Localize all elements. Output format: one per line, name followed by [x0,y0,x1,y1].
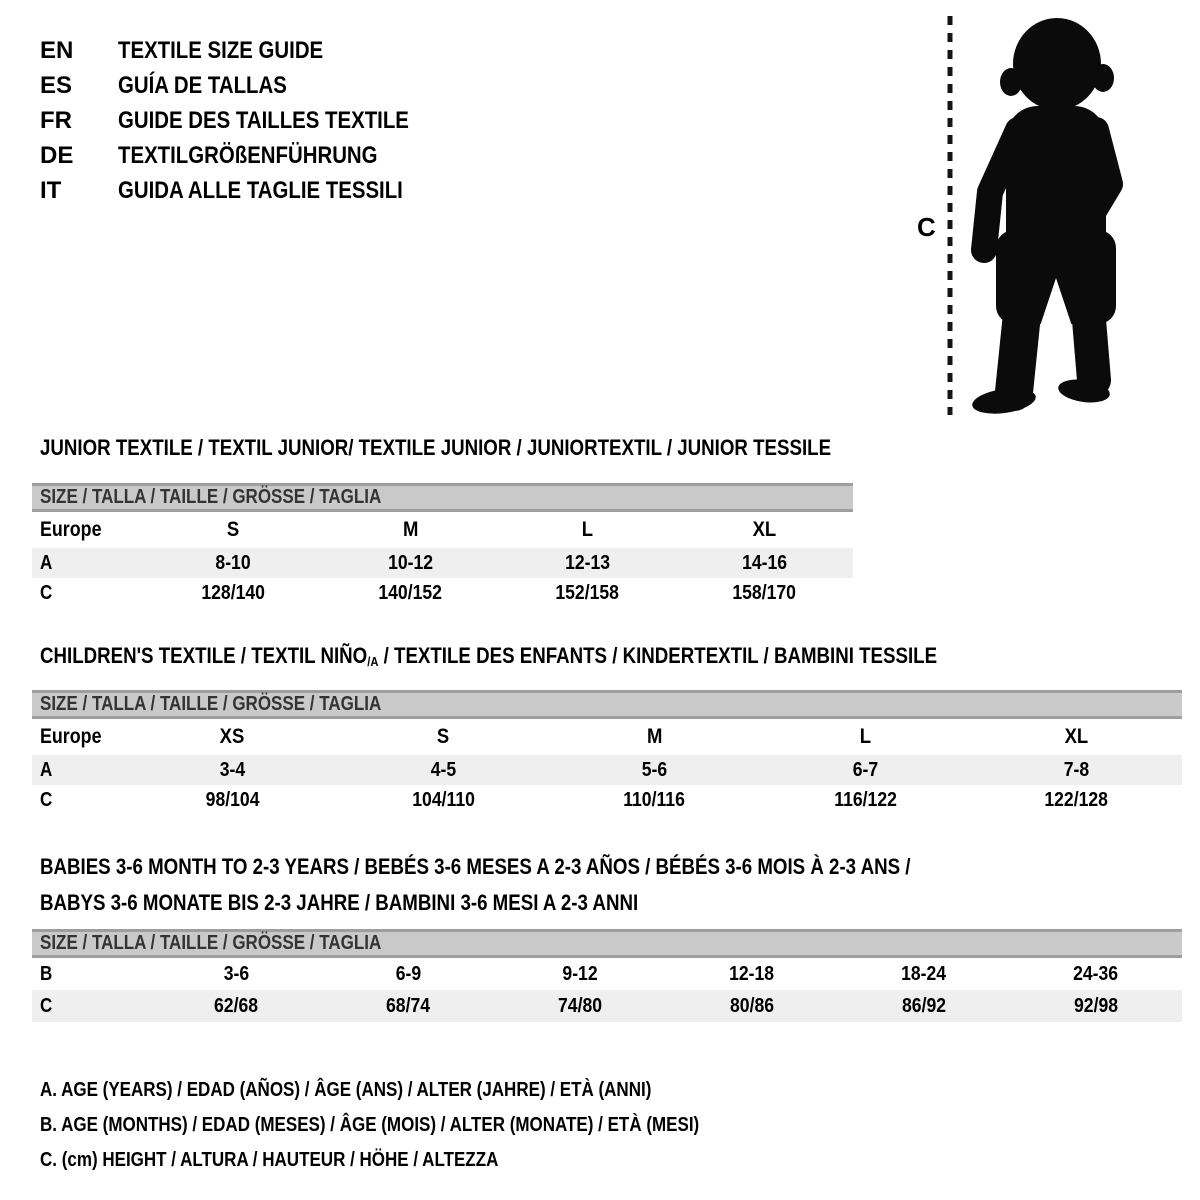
table-cell: 4-5 [430,759,457,781]
legend-line-b: B. AGE (MONTHS) / EDAD (MESES) / ÂGE (MOIS) / ALTER (MONATE) / ETÀ (MESI) [40,1114,700,1136]
lang-code: ES [40,72,73,99]
table-cell: 92/98 [1073,995,1119,1017]
height-figure [900,12,1140,422]
babies-title-line1: BABIES 3-6 MONTH TO 2-3 YEARS / BEBÉS 3-6 MESES A 2-3 AÑOS / BÉBÉS 3-6 MOIS À 2-3 ANS / [40,854,911,879]
lang-row-fr [40,103,460,138]
header-cell: M [402,518,419,541]
lang-title: GUIDE DES TAILLES TEXTILE [118,107,409,134]
table-row-months [32,958,1182,990]
lang-code: FR [40,107,72,134]
table-row-height [32,578,853,608]
table-cell: 12-18 [729,963,775,985]
table-header-row [32,512,853,548]
measure-legend [40,1073,816,1178]
table-row-age [32,755,1182,785]
lang-row-it [40,173,460,208]
row-label-cell: A [40,552,53,574]
size-band: SIZE / TALLA / TAILLE / GRÖSSE / TAGLIA [32,483,853,512]
header-cell: L [581,518,594,541]
table-cell: 14-16 [741,552,788,574]
lang-title: TEXTILE SIZE GUIDE [118,37,324,64]
header-cell: Europe [40,518,102,541]
row-label-cell: B [40,963,53,985]
children-section-title: CHILDREN'S TEXTILE / TEXTIL NIÑO/A / TEXTILE DES ENFANTS / KINDERTEXTIL / BAMBINI TESSILE [40,643,938,669]
table-cell: 6-7 [852,759,879,781]
babies-section-title [40,849,1064,921]
legend-line-c: C. (cm) HEIGHT / ALTURA / HAUTEUR / HÖHE / ALTEZZA [40,1149,499,1171]
language-header [40,33,460,208]
table-cell: 9-12 [562,963,598,985]
table-cell: 3-6 [223,963,249,985]
row-label-cell: C [40,789,53,811]
lang-row-es [40,68,460,103]
lang-row-en [40,33,460,68]
table-cell: 24-36 [1073,963,1119,985]
table-cell: 110/116 [623,789,686,811]
lang-code: EN [40,37,74,64]
lang-title: GUÍA DE TALLAS [118,72,287,99]
table-cell: 122/128 [1044,789,1109,811]
row-label-cell: C [40,582,53,604]
table-cell: 128/140 [201,582,266,604]
babies-title-line2: BABYS 3-6 MONATE BIS 2-3 JAHRE / BAMBINI 3-6 MESI A 2-3 ANNI [40,890,639,915]
children-size-table [32,690,1182,815]
table-cell: 7-8 [1063,759,1090,781]
table-cell: 98/104 [205,789,260,811]
table-cell: 86/92 [901,995,947,1017]
table-cell: 6-9 [395,963,421,985]
table-cell: 68/74 [385,995,431,1017]
header-cell: L [859,725,872,748]
header-cell: S [437,725,450,748]
header-cell: S [227,518,240,541]
table-cell: 140/152 [378,582,443,604]
table-cell: 10-12 [387,552,434,574]
lang-title: TEXTILGRÖßENFÜHRUNG [118,142,378,169]
table-cell: 158/170 [732,582,797,604]
lang-code: DE [40,142,74,169]
junior-size-table [32,483,853,608]
babies-size-table [32,929,1182,1022]
baby-silhouette-icon [971,18,1116,417]
table-cell: 5-6 [641,759,668,781]
table-cell: 152/158 [555,582,620,604]
table-cell: 80/86 [729,995,775,1017]
lang-title: GUIDA ALLE TAGLIE TESSILI [118,177,403,204]
table-cell: 116/122 [834,789,897,811]
header-cell: XL [1064,725,1089,748]
legend-line-a: A. AGE (YEARS) / EDAD (AÑOS) / ÂGE (ANS) / ALTER (JAHRE) / ETÀ (ANNI) [40,1079,652,1101]
lang-row-de [40,138,460,173]
table-row-height [32,785,1182,815]
header-cell: XS [220,725,245,748]
row-label-cell: A [40,759,53,781]
table-cell: 12-13 [564,552,611,574]
table-cell: 18-24 [901,963,947,985]
junior-section-title: JUNIOR TEXTILE / TEXTIL JUNIOR/ TEXTILE JUNIOR / JUNIORTEXTIL / JUNIOR TESSILE [40,435,832,460]
header-cell: Europe [40,725,102,748]
height-measure-label: C [917,212,936,242]
row-label-cell: C [40,995,53,1017]
table-header-row [32,719,1182,755]
table-cell: 3-4 [219,759,246,781]
table-cell: 104/110 [412,789,475,811]
size-band: SIZE / TALLA / TAILLE / GRÖSSE / TAGLIA [32,929,1182,958]
table-cell: 62/68 [213,995,259,1017]
header-cell: XL [752,518,777,541]
table-cell: 74/80 [557,995,603,1017]
lang-code: IT [40,177,62,204]
table-row-age [32,548,853,578]
table-cell: 8-10 [215,552,252,574]
size-band: SIZE / TALLA / TAILLE / GRÖSSE / TAGLIA [32,690,1182,719]
table-row-height [32,990,1182,1022]
header-cell: M [646,725,663,748]
